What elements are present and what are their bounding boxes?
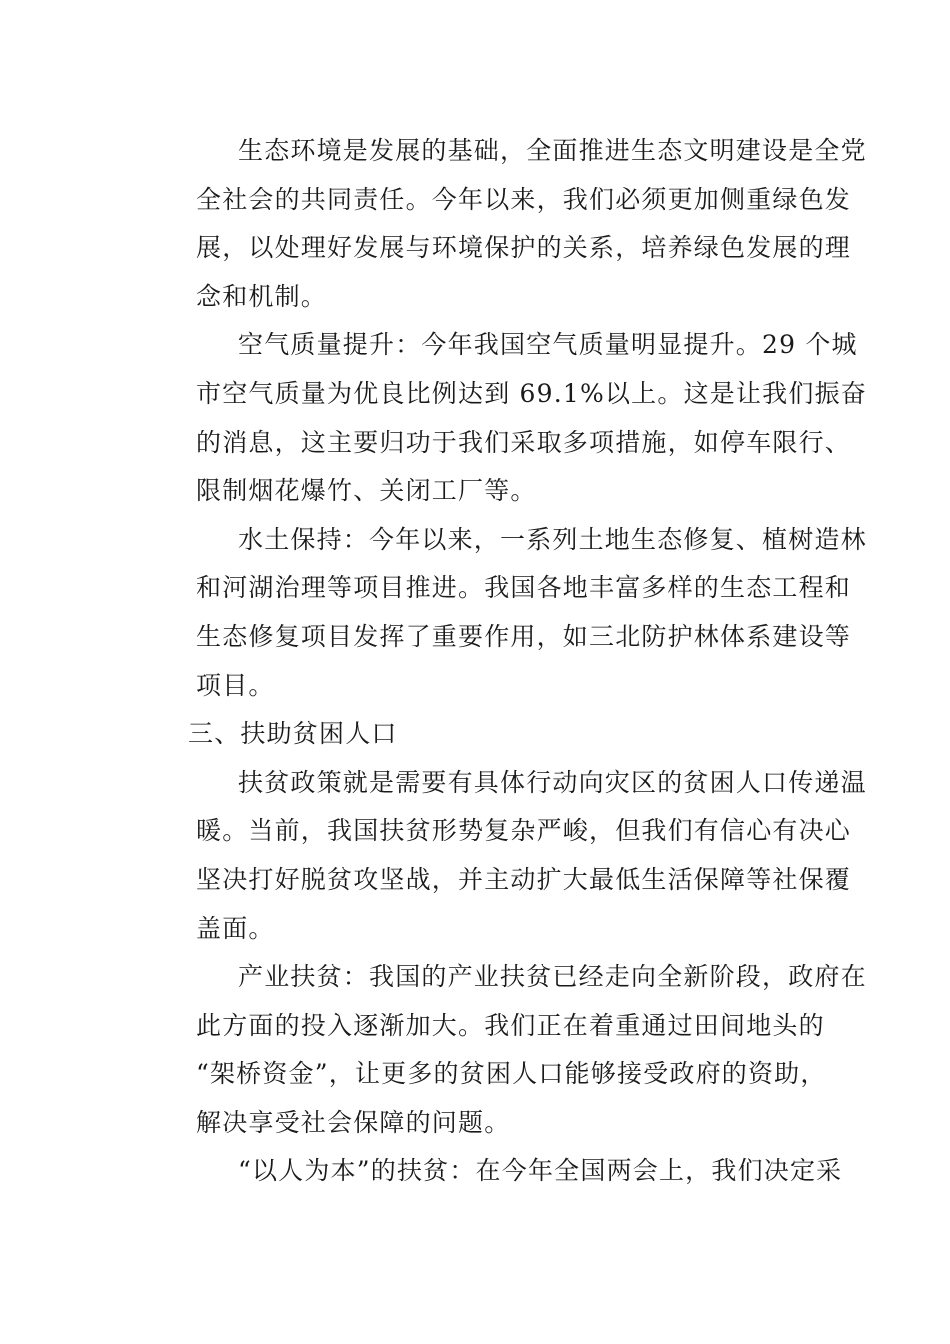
text-line: 空气质量提升：今年我国空气质量明显提升。29 个城	[238, 330, 858, 360]
text-line: 和河湖治理等项目推进。我国各地丰富多样的生态工程和	[196, 573, 852, 603]
text-line: 项目。	[196, 670, 275, 700]
text-line: 此方面的投入逐渐加大。我们正在着重通过田间地头的	[196, 1010, 825, 1040]
text-line: 坚决打好脱贫攻坚战，并主动扩大最低生活保障等社保覆	[196, 864, 852, 894]
paragraph-air-quality	[146, 321, 867, 515]
text-line: 市空气质量为优良比例达到 69.1%以上。这是让我们振奋	[196, 378, 867, 408]
text-line: 水土保持：今年以来，一系列土地生态修复、植树造林	[238, 524, 867, 554]
text-line: 的消息，这主要归功于我们采取多项措施，如停车限行、	[196, 427, 852, 457]
paragraph-industry-poverty	[146, 953, 867, 1147]
text-line: 生态环境是发展的基础，全面推进生态文明建设是全党	[238, 136, 867, 165]
text-line: 产业扶贫：我国的产业扶贫已经走向全新阶段，政府在	[238, 962, 867, 992]
text-line: 生态修复项目发挥了重要作用，如三北防护林体系建设等	[196, 621, 852, 651]
paragraph-poverty-policy	[146, 759, 867, 953]
paragraph-people-oriented	[146, 1147, 843, 1196]
text-line: 盖面。	[196, 913, 275, 943]
text-line: “以人为本”的扶贫：在今年全国两会上，我们决定采	[238, 1156, 843, 1186]
text-line: 解决享受社会保障的问题。	[196, 1107, 511, 1137]
document-body	[146, 127, 867, 1196]
text-line: 展，以处理好发展与环境保护的关系，培养绿色发展的理	[196, 233, 852, 263]
paragraph-ecology-intro	[146, 127, 867, 321]
text-line: 限制烟花爆竹、关闭工厂等。	[196, 476, 537, 506]
text-line: “架桥资金”，让更多的贫困人口能够接受政府的资助，	[196, 1059, 827, 1089]
section-heading: 三、扶助贫困人口	[188, 719, 398, 749]
text-line: 全社会的共同责任。今年以来，我们必须更加侧重绿色发	[196, 184, 852, 214]
paragraph-soil-water	[146, 516, 867, 710]
text-line: 念和机制。	[196, 281, 328, 311]
text-line: 暖。当前，我国扶贫形势复杂严峻，但我们有信心有决心	[196, 816, 852, 846]
text-line: 扶贫政策就是需要有具体行动向灾区的贫困人口传递温	[238, 767, 867, 797]
